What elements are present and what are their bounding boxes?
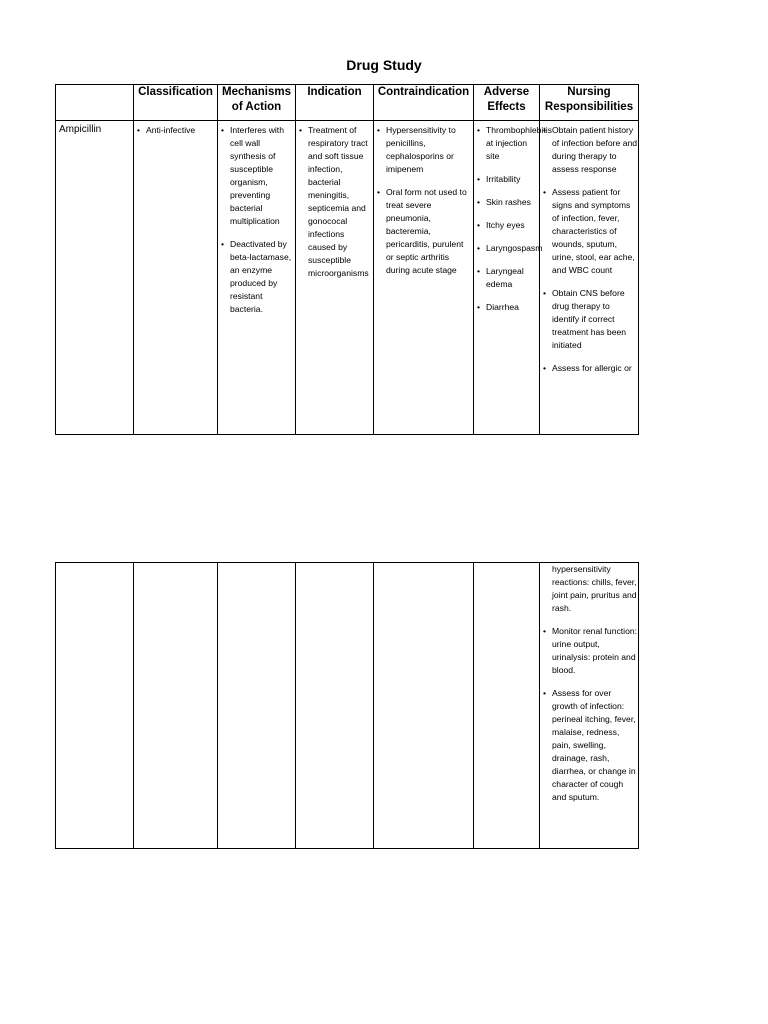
list-item: • Monitor renal function: urine output, urinalysis: protein and blood.	[540, 625, 638, 677]
drug-study-table	[55, 84, 639, 435]
header-contraindication	[374, 85, 474, 121]
header-adverse-line2: Effects	[487, 101, 526, 113]
header-mechanism	[218, 85, 296, 121]
list-item: • Assess patient for signs and symptoms of infection, fever, characteristics of wounds, sputum, urine, stool, ear ache, and WBC count	[540, 186, 638, 277]
header-mechanism-line2: of Action	[231, 101, 282, 113]
header-nursing-line1: Nursing	[567, 86, 611, 98]
header-adverse-effects	[474, 85, 540, 121]
classification-cell-empty	[134, 563, 218, 849]
indication-list	[296, 124, 373, 280]
mechanism-cell-empty	[218, 563, 296, 849]
list-item: • Laryngospasm	[474, 242, 539, 255]
indication-cell	[296, 121, 374, 435]
table-row	[56, 121, 639, 435]
table-row	[56, 563, 639, 849]
contraindication-list	[374, 124, 473, 277]
header-drug	[56, 85, 134, 121]
mechanism-list	[218, 124, 295, 316]
classification-list	[134, 124, 217, 137]
list-item: • Treatment of respiratory tract and soft tissue infection, bacterial meningitis, septicemia and gonococal infections caused by susceptible microorganisms	[296, 124, 373, 280]
header-classification	[134, 85, 218, 121]
list-item: • Skin rashes	[474, 196, 539, 209]
nursing-cell	[540, 121, 639, 435]
classification-cell	[134, 121, 218, 435]
list-item: • Diarrhea	[474, 301, 539, 314]
list-item: • Hypersensitivity to penicillins, cephalosporins or imipenem	[374, 124, 473, 176]
nursing-cell-continued	[540, 563, 639, 849]
page-title: Drug Study	[346, 57, 422, 73]
nursing-list	[540, 124, 638, 375]
drug-study-table-continued	[55, 562, 639, 849]
list-item: • Irritability	[474, 173, 539, 186]
table-header-row	[56, 85, 639, 121]
adverse-effects-cell	[474, 121, 552, 435]
contraindication-cell	[374, 121, 474, 435]
adverse-effects-cell-empty	[474, 563, 540, 849]
mechanism-cell	[218, 121, 296, 435]
header-contraindication-label: Contraindication	[377, 86, 470, 98]
nursing-list-continued	[540, 625, 638, 804]
drug-name-cell: Ampicillin	[56, 121, 134, 435]
list-item: • Interferes with cell wall synthesis of susceptible organism, preventing bacterial multiplication	[218, 124, 295, 228]
header-mechanism-line1: Mechanisms	[221, 86, 292, 98]
list-item: • Obtain patient history of infection before and during therapy to assess response	[540, 124, 638, 176]
adverse-effects-list	[474, 124, 552, 314]
list-item: • Deactivated by beta-lactamase, an enzyme produced by resistant bacteria.	[218, 238, 295, 316]
list-item: • Thrombophlebitis at injection site	[474, 124, 539, 163]
list-item: • Itchy eyes	[474, 219, 539, 232]
list-item: • Assess for allergic or	[540, 362, 638, 375]
list-item: • Obtain CNS before drug therapy to identify if correct treatment has been initiated	[540, 287, 638, 352]
header-nursing-line2: Responsibilities	[544, 101, 634, 113]
drug-name-cell-empty	[56, 563, 134, 849]
list-item: • Anti-infective	[134, 124, 217, 137]
list-item: • Laryngeal edema	[474, 265, 539, 291]
header-adverse-line1: Adverse	[483, 86, 530, 98]
header-indication	[296, 85, 374, 121]
list-item: • Assess for over growth of infection: perineal itching, fever, malaise, redness, pain, swelling, drainage, rash, diarrhea, or change in character of cough and sputum.	[540, 687, 638, 804]
contraindication-cell-empty	[374, 563, 474, 849]
list-item: • Oral form not used to treat severe pneumonia, bacteremia, pericarditis, purulent or septic arthritis during acute stage	[374, 186, 473, 277]
nursing-continued-text: hypersensitivity reactions: chills, fever, joint pain, pruritus and rash.	[552, 564, 637, 613]
header-indication-label: Indication	[307, 86, 362, 98]
indication-cell-empty	[296, 563, 374, 849]
header-nursing	[540, 85, 639, 121]
header-classification-label: Classification	[138, 86, 213, 98]
